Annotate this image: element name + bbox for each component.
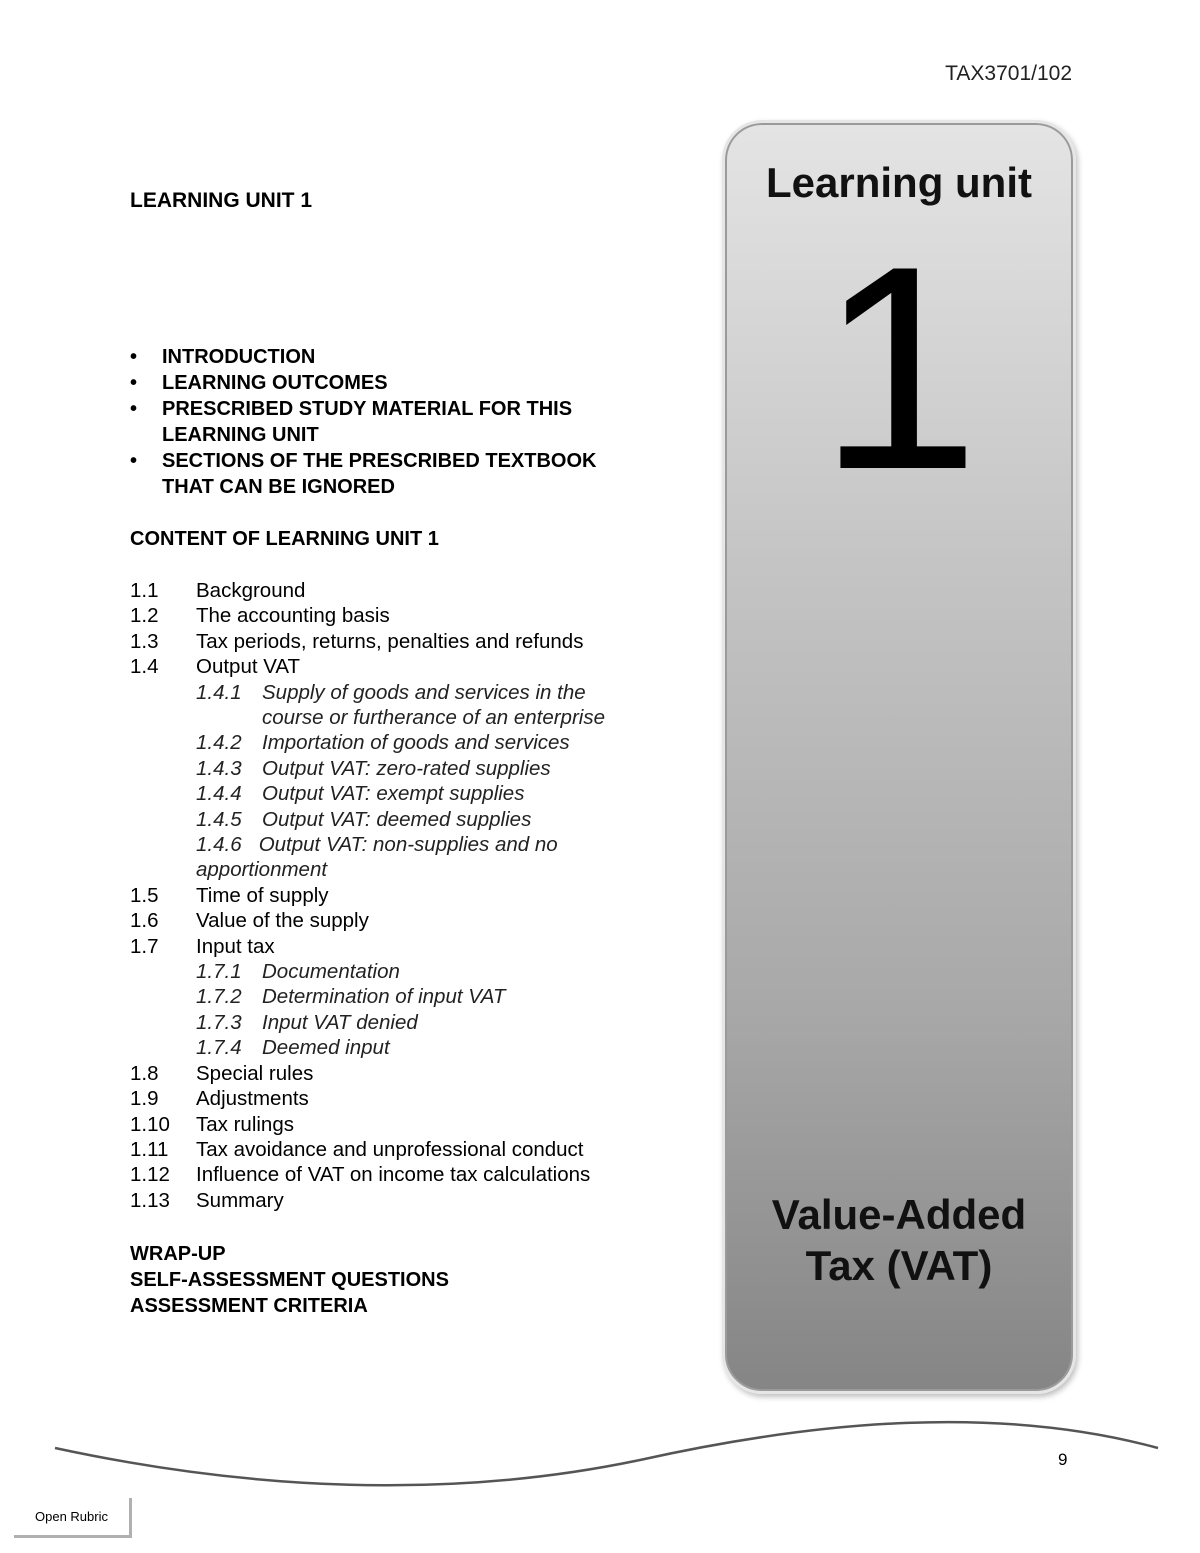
- toc-number: 1.6: [130, 909, 159, 933]
- toc-text: Summary: [196, 1188, 284, 1212]
- toc-text: Influence of VAT on income tax calculations: [196, 1163, 591, 1187]
- toc-text: Tax avoidance and unprofessional conduct: [196, 1137, 584, 1161]
- toc-item: [130, 1162, 670, 1187]
- toc-number: 1.8: [130, 1061, 159, 1085]
- toc-item: [130, 1137, 670, 1162]
- open-rubric-button[interactable]: Open Rubric: [14, 1498, 132, 1538]
- table-of-contents: [130, 578, 670, 1213]
- toc-subitem: [130, 756, 670, 781]
- toc-subitem: [130, 1010, 670, 1035]
- toc-number: 1.4.4: [196, 782, 242, 806]
- toc-item: [130, 578, 670, 603]
- toc-number: 1.4.1: [196, 680, 242, 704]
- toc-number: 1.11: [130, 1137, 169, 1161]
- toc-text: Supply of goods and services in the course or furtherance of an enterprise: [262, 680, 605, 730]
- toc-number: 1.12: [130, 1163, 170, 1187]
- toc-number: 1.4: [130, 655, 159, 679]
- wave-line: [55, 1422, 1158, 1485]
- toc-item: [130, 1188, 670, 1213]
- toc-item: [130, 629, 670, 654]
- toc-text: Importation of goods and services: [262, 731, 570, 755]
- toc-text: Determination of input VAT: [262, 985, 506, 1009]
- toc-subitem: [130, 680, 670, 731]
- toc-number: 1.4.2: [196, 731, 242, 755]
- panel-subject: [725, 1189, 1073, 1291]
- toc-subitem: [130, 959, 670, 984]
- toc-item: [130, 908, 670, 933]
- toc-number: 1.3: [130, 629, 159, 653]
- panel-label: Learning unit: [766, 159, 1032, 206]
- toc-text: Output VAT: exempt supplies: [262, 782, 525, 806]
- endnote-assessment-criteria: ASSESSMENT CRITERIA: [130, 1295, 368, 1317]
- toc-number: 1.9: [130, 1087, 159, 1111]
- toc-text: Background: [196, 579, 306, 602]
- toc-subitem: [130, 984, 670, 1009]
- overview-bullet-list: [130, 344, 650, 500]
- page-number: 9: [1058, 1450, 1068, 1469]
- toc-text: Deemed input: [262, 1036, 390, 1060]
- toc-text: Documentation: [262, 960, 400, 984]
- toc-item: [130, 883, 670, 908]
- bullet-item: • INTRODUCTION: [130, 344, 650, 370]
- learning-unit-panel: [722, 120, 1076, 1394]
- toc-subitem: [130, 832, 670, 883]
- panel-subject-line2: Tax (VAT): [805, 1242, 993, 1289]
- panel-subject-line1: Value-Added: [771, 1191, 1027, 1238]
- bullet-item: • PRESCRIBED STUDY MATERIAL FOR THIS LEARNING UNIT: [130, 396, 632, 448]
- document-code: TAX3701/102: [945, 62, 1072, 85]
- toc-text: Time of supply: [196, 883, 329, 907]
- toc-number: 1.4.6: [196, 833, 242, 857]
- toc-subitem: [130, 1035, 670, 1060]
- toc-subitem: [130, 807, 670, 832]
- toc-combo: [196, 832, 626, 883]
- toc-number: 1.10: [130, 1112, 170, 1136]
- toc-number: 1.7.2: [196, 985, 242, 1009]
- bullet-item: • LEARNING OUTCOMES: [130, 370, 650, 396]
- toc-number: 1.13: [130, 1188, 170, 1212]
- endnote-wrap-up: WRAP-UP: [130, 1243, 226, 1265]
- toc-item: [130, 1086, 670, 1111]
- toc-number: 1.4.3: [196, 756, 242, 780]
- toc-text: Tax rulings: [196, 1112, 294, 1136]
- toc-text: Tax periods, returns, penalties and refunds: [196, 629, 584, 653]
- toc-item: [130, 654, 670, 679]
- toc-number: 1.7: [130, 934, 159, 958]
- toc-text: Output VAT: deemed supplies: [262, 807, 532, 831]
- endnote-self-assessment: SELF-ASSESSMENT QUESTIONS: [130, 1269, 449, 1291]
- toc-number: 1.7.3: [196, 1010, 242, 1034]
- toc-text: Special rules: [196, 1061, 314, 1085]
- unit-title: LEARNING UNIT 1: [130, 189, 313, 212]
- toc-number: 1.7.1: [196, 960, 242, 984]
- toc-text: Input tax: [196, 934, 275, 958]
- toc-number: 1.2: [130, 604, 159, 628]
- toc-number: 1.1: [130, 579, 159, 602]
- toc-text: Value of the supply: [196, 909, 369, 933]
- toc-text: The accounting basis: [196, 604, 390, 628]
- content-heading: CONTENT OF LEARNING UNIT 1: [130, 528, 439, 550]
- toc-number: 1.4.5: [196, 807, 242, 831]
- toc-text: Adjustments: [196, 1087, 309, 1111]
- toc-text: Input VAT denied: [262, 1010, 418, 1034]
- bullet-item: • SECTIONS OF THE PRESCRIBED TEXTBOOK THAT CAN BE IGNORED: [130, 448, 602, 500]
- toc-subitem: [130, 730, 670, 755]
- toc-text: Output VAT: [196, 655, 301, 679]
- toc-number: 1.5: [130, 883, 159, 907]
- endnotes: [130, 1241, 449, 1319]
- toc-number: 1.7.4: [196, 1036, 242, 1060]
- toc-text: Output VAT: zero-rated supplies: [262, 756, 551, 780]
- toc-item: [130, 1061, 670, 1086]
- panel-unit-number: 1: [818, 206, 980, 530]
- toc-item: [130, 603, 670, 628]
- footer-wave-decoration: [0, 1400, 1200, 1500]
- toc-item: [130, 1112, 670, 1137]
- toc-text: Output VAT: non-supplies and no apportionment: [196, 833, 558, 882]
- toc-subitem: [130, 781, 670, 806]
- toc-item: [130, 934, 670, 959]
